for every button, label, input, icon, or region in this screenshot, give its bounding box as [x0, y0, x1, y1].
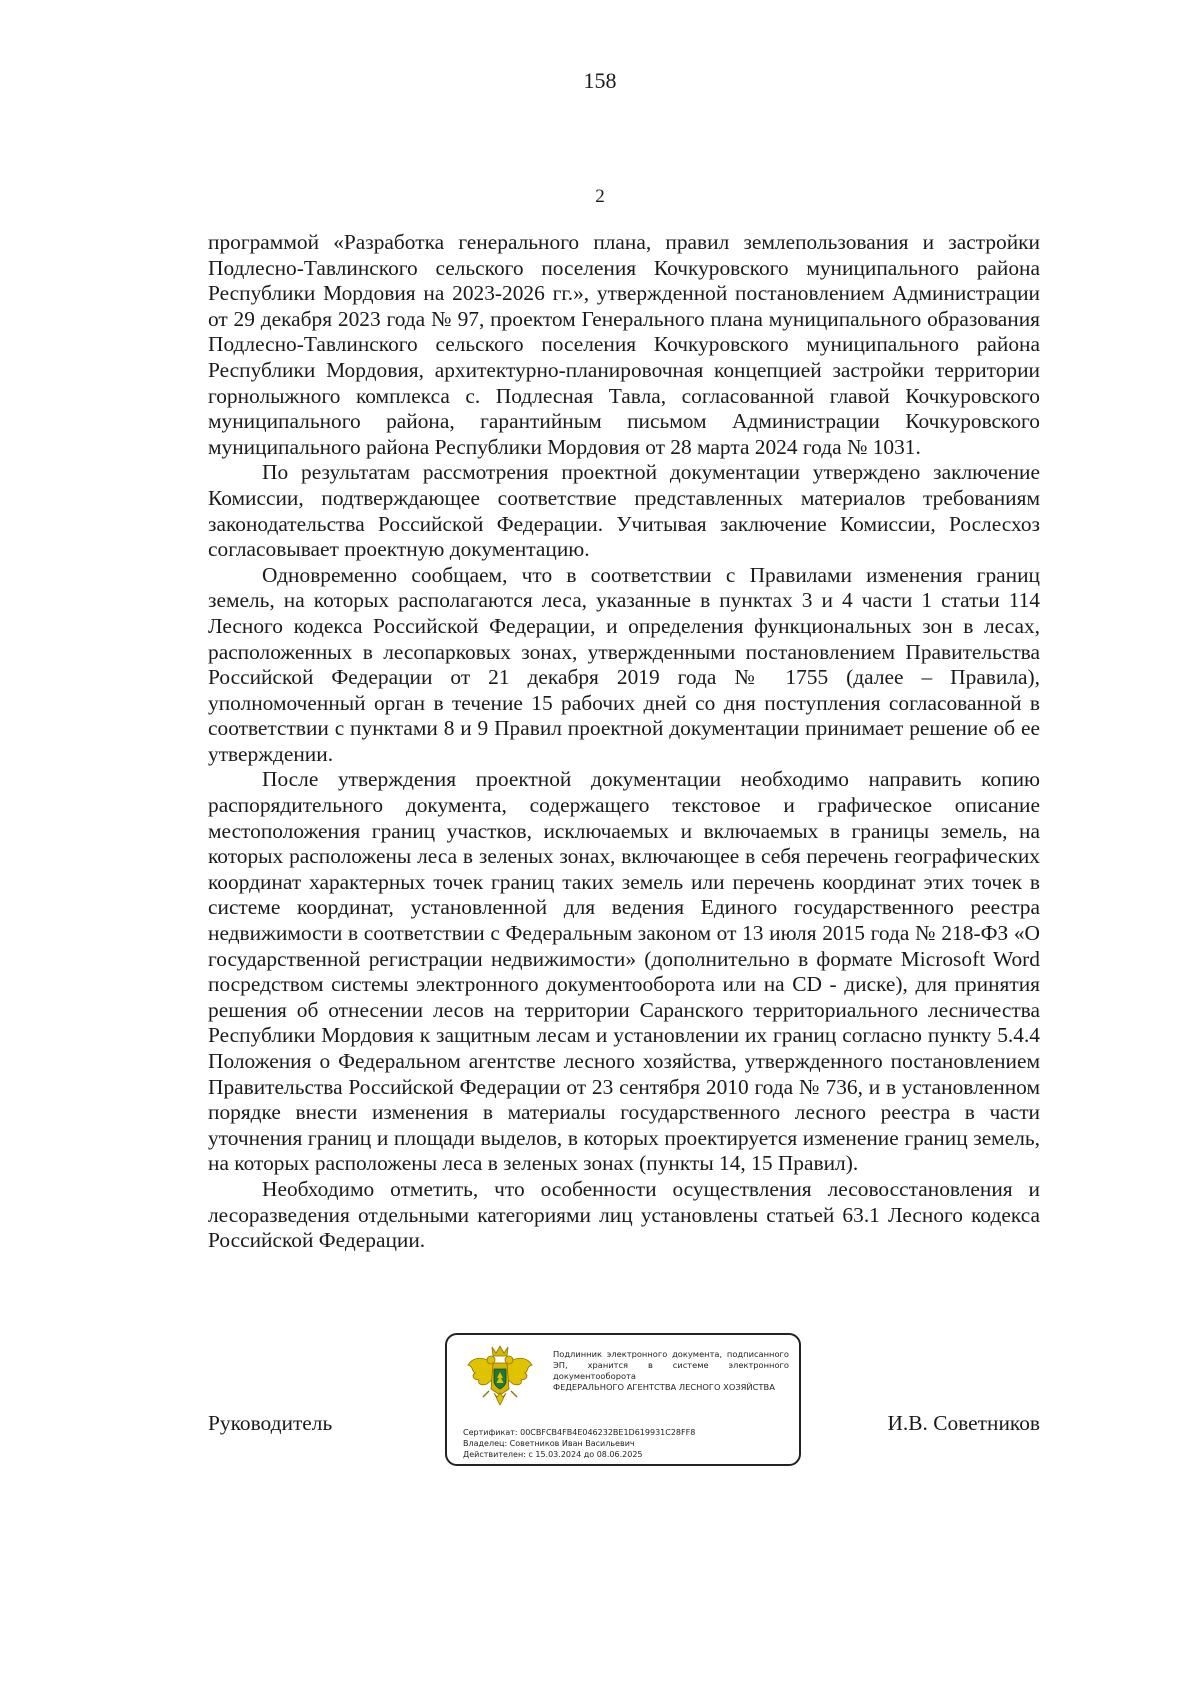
- paragraph-3: Одновременно сообщаем, что в соответствии с Правилами изменения границ земель, на которых располагаются леса, указанные в пунктах 3 и 4 части 1 статьи 114 Лесного кодекса Российской Федерации, и определения функциональных зон в лесах, расположенных в лесопарковых зонах, утвержденными постановлением Правительства Российской Федерации от 21 декабря 2019 года № 1755 (далее – Правила), уполномоченный орган в течение 15 рабочих дней со дня поступления согласованной в соответствии с пунктами 8 и 9 Правил проектной документации принимает решение об ее утверждении.: [208, 562, 1040, 766]
- stamp-agency: ФЕДЕРАЛЬНОГО АГЕНТСТВА ЛЕСНОГО ХОЗЯЙСТВА: [553, 1382, 775, 1392]
- paragraph-2: По результатам рассмотрения проектной документации утверждено заключение Комиссии, подтверждающее соответствие представленных материалов требованиям законодательства Российской Федерации. Учитывая заключение Комиссии, Рослесхоз согласовывает проектную документацию.: [208, 460, 1040, 562]
- stamp-details: [463, 1427, 695, 1460]
- paragraph-5: Необходимо отметить, что особенности осуществления лесовосстановления и лесоразведения отдельными категориями лиц установлены статьей 63.1 Лесного кодекса Российской Федерации.: [208, 1176, 1040, 1253]
- stamp-note-text: Подлинник электронного документа, подписанного ЭП, хранится в системе электронного документооборота: [553, 1349, 789, 1381]
- electronic-signature-stamp: [445, 1333, 801, 1466]
- stamp-validity: Действителен: с 15.03.2024 до 08.06.2025: [463, 1450, 643, 1459]
- document-page-number: 2: [595, 186, 605, 207]
- stamp-owner: Владелец: Советников Иван Васильевич: [463, 1439, 635, 1448]
- signer-name: И.В. Советников: [887, 1411, 1040, 1435]
- archive-page-number: 158: [583, 68, 617, 93]
- stamp-certificate: Сертификат: 00CBFCB4FB4E046232BE1D619931C28FF8: [463, 1428, 696, 1437]
- letter-body: [208, 230, 1040, 1254]
- double-headed-eagle-emblem-icon: [465, 1343, 535, 1415]
- signer-position: Руководитель: [208, 1411, 333, 1435]
- paragraph-4: После утверждения проектной документации необходимо направить копию распорядительного документа, содержащего текстовое и графическое описание местоположения границ участков, исключаемых и включаемых в границы земель, на которых расположены леса в зеленых зонах, включающее в себя перечень географических координат характерных точек границ таких земель или перечень координат этих точек в системе координат, установленной для ведения Единого государственного реестра недвижимости в соответствии с Федеральным законом от 13 июля 2015 года № 218-ФЗ «О государственной регистрации недвижимости» (дополнительно в формате Microsoft Word посредством системы электронного документооборота или на CD - диске), для принятия решения об отнесении лесов на территории Саранского территориального лесничества Республики Мордовия к защитным лесам и установлении их границ согласно пункту 5.4.4 Положения о Федеральном агентстве лесного хозяйства, утвержденного постановлением Правительства Российской Федерации от 23 сентября 2010 года № 736, и в установленном порядке внести изменения в материалы государственного лесного реестра в части уточнения границ и площади выделов, в которых проектируется изменение границ земель, на которых расположены леса в зеленых зонах (пункты 14, 15 Правил).: [208, 767, 1040, 1176]
- stamp-note: [553, 1349, 789, 1393]
- paragraph-1: программой «Разработка генерального плана, правил землепользования и застройки Подлесно-Тавлинского сельского поселения Кочкуровского муниципального района Республики Мордовия на 2023-2026 гг.», утвержденной постановлением Администрации от 29 декабря 2023 года № 97, проектом Генерального плана муниципального образования Подлесно-Тавлинского сельского поселения Кочкуровского муниципального района Республики Мордовия, архитектурно-планировочная концепцией застройки территории горнолыжного комплекса с. Подлесная Тавла, согласованной главой Кочкуровского муниципального района, гарантийным письмом Администрации Кочкуровского муниципального района Республики Мордовия от 28 марта 2024 года № 1031.: [208, 230, 1040, 459]
